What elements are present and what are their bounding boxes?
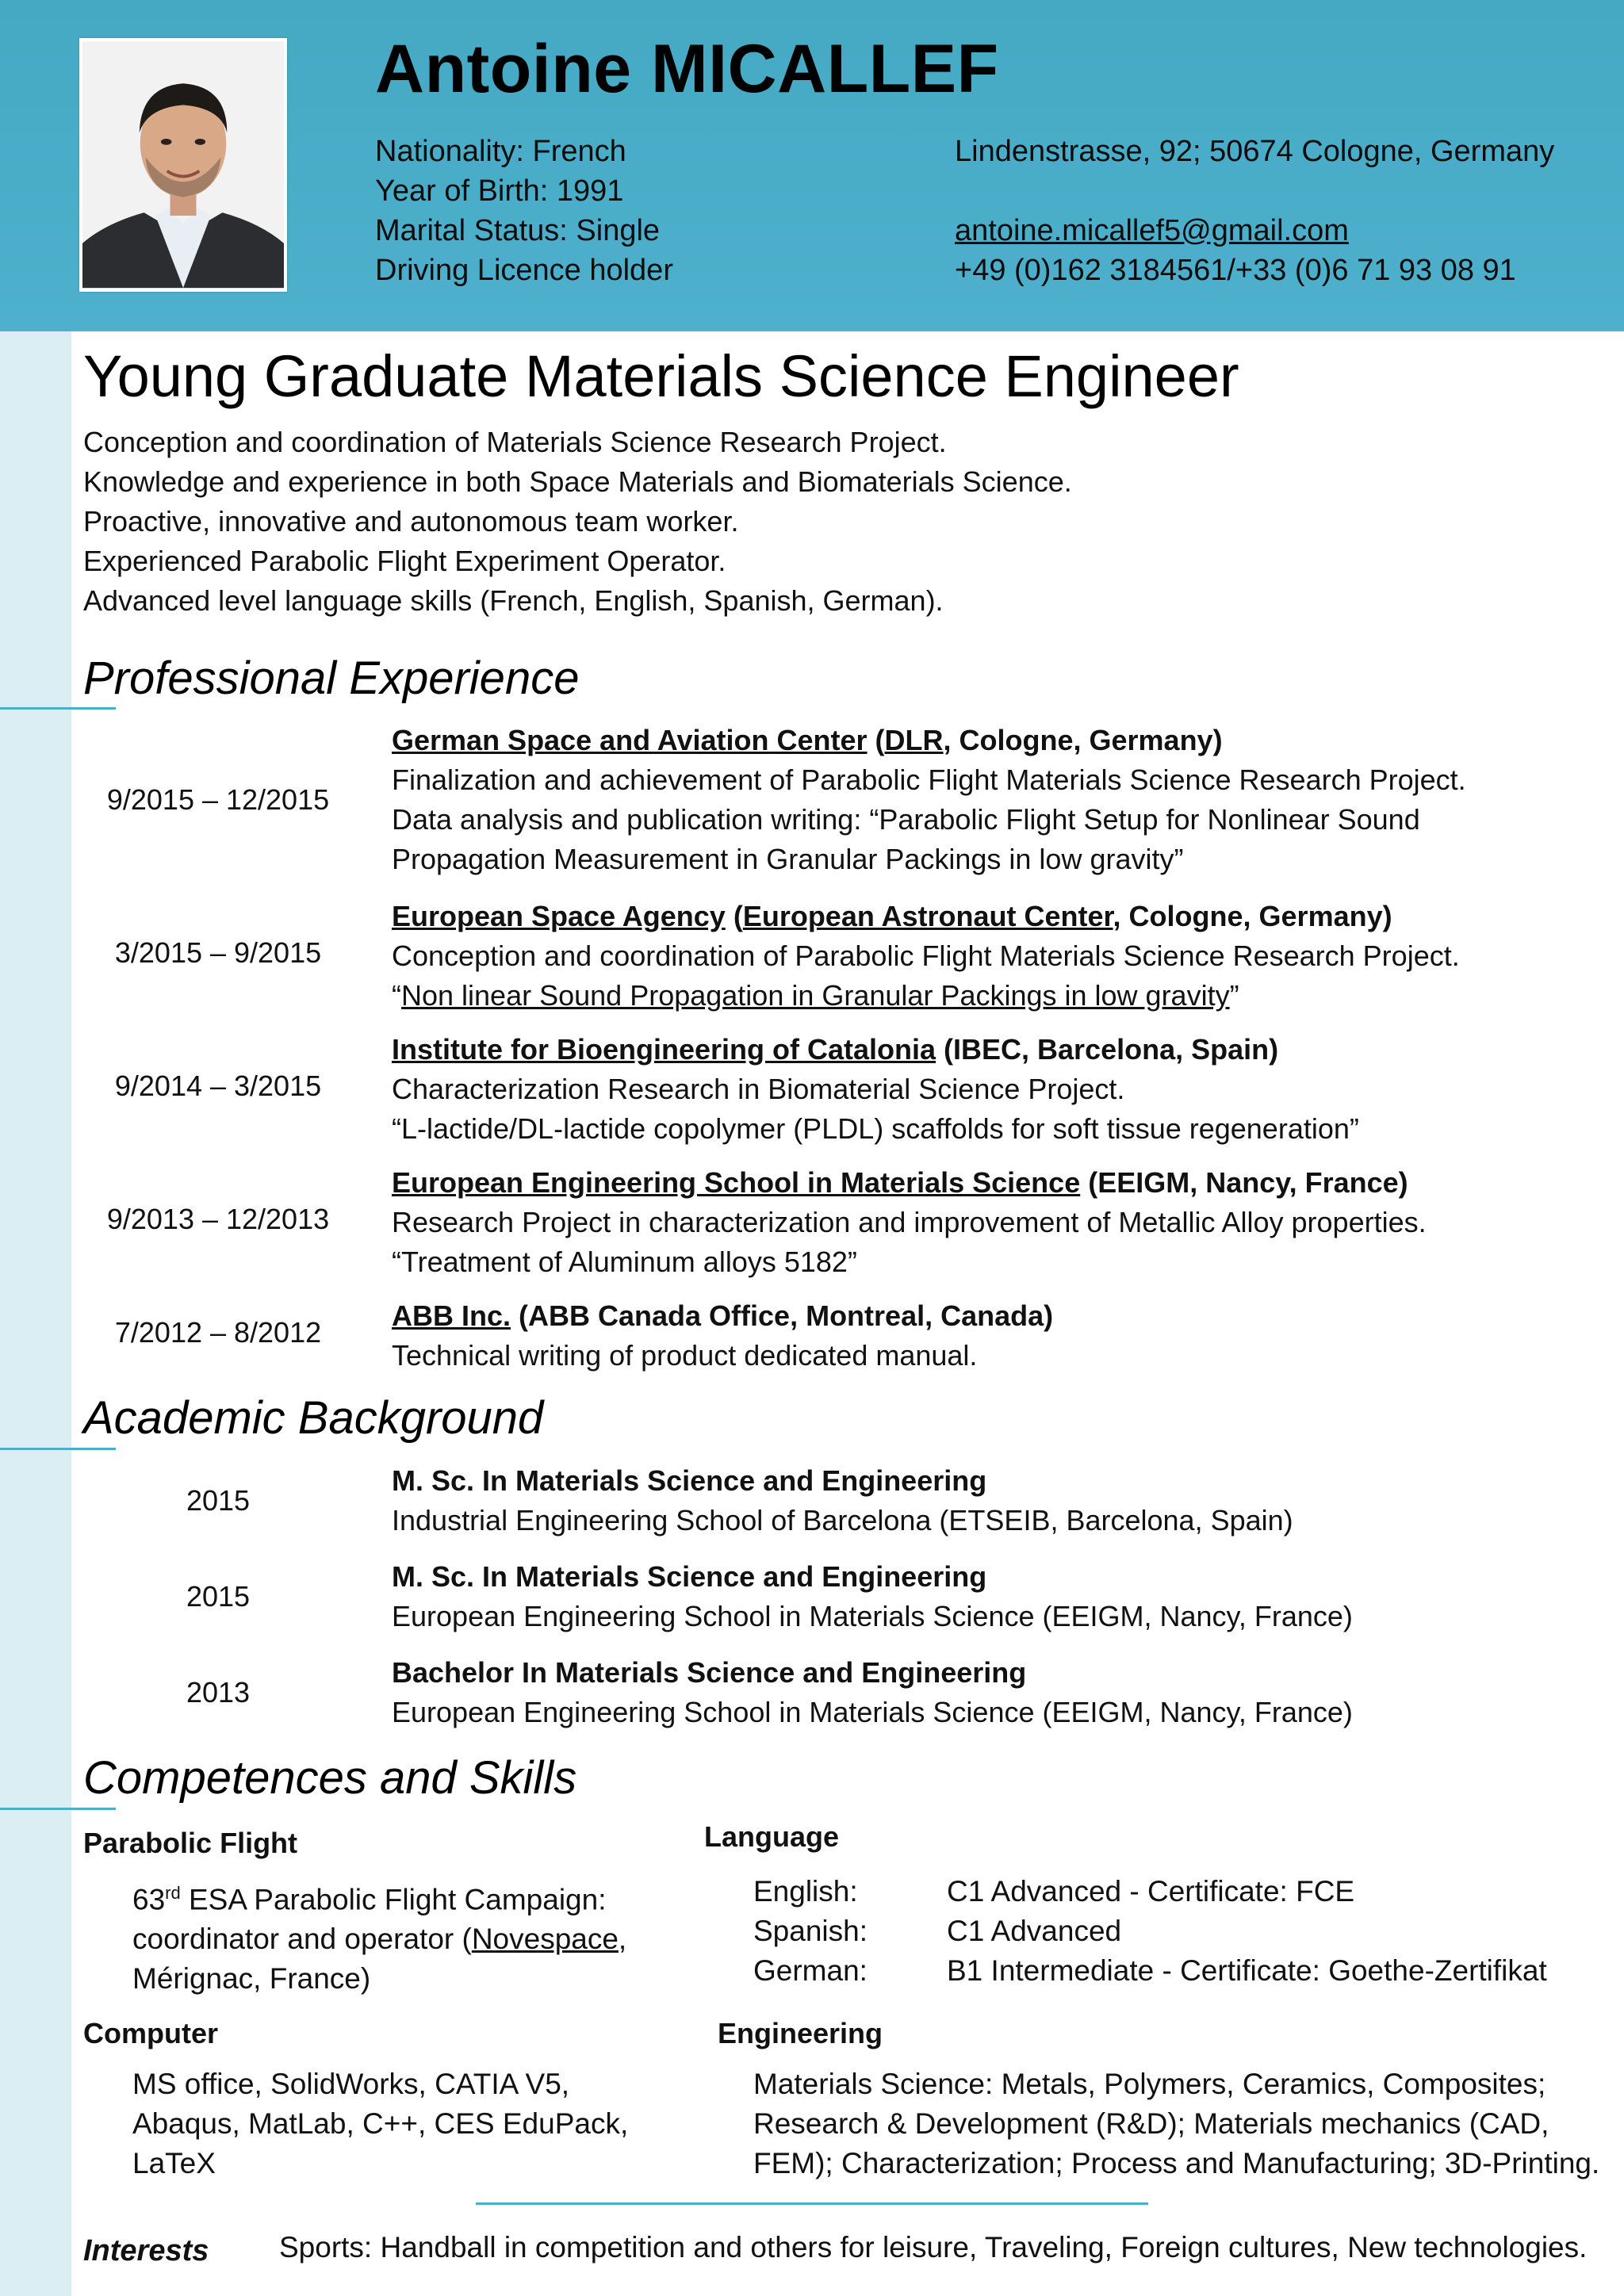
location-text: Mérignac, France) xyxy=(132,1962,371,1996)
section-title-skills: Competences and Skills xyxy=(83,1752,577,1804)
email-link[interactable]: antoine.micallef5@gmail.com xyxy=(955,214,1349,247)
skill-heading-language: Language xyxy=(704,1820,840,1853)
academic-year: 2013 xyxy=(186,1676,251,1709)
skill-heading-parabolic: Parabolic Flight xyxy=(83,1827,298,1859)
ordinal-suffix: rd xyxy=(165,1883,181,1903)
paren: ( xyxy=(725,900,743,932)
novespace-link[interactable]: Novespace xyxy=(471,1923,619,1956)
academic-entry xyxy=(392,1461,1293,1540)
language-level: C1 Advanced xyxy=(947,1915,1122,1947)
summary-line: Proactive, innovative and autonomous team worker. xyxy=(83,505,739,538)
experience-entry xyxy=(392,1296,1053,1376)
punct: , xyxy=(618,1923,627,1956)
campaign-text: ESA Parabolic Flight Campaign: xyxy=(180,1883,607,1916)
role-text: coordinator and operator ( xyxy=(132,1923,472,1956)
summary-line: Conception and coordination of Materials Science Research Project. xyxy=(83,426,947,458)
experience-line: Characterization Research in Biomaterial Science Project. xyxy=(392,1073,1125,1105)
address: Lindenstrasse, 92; 50674 Cologne, Germany xyxy=(955,135,1555,168)
parabolic-flight-details xyxy=(132,1873,626,1999)
experience-date: 9/2013 – 12/2013 xyxy=(106,1203,330,1235)
header-banner xyxy=(0,0,1624,331)
experience-line: Technical writing of product dedicated manual. xyxy=(392,1339,978,1372)
school: Industrial Engineering School of Barcelona (ETSEIB, Barcelona, Spain) xyxy=(392,1504,1293,1536)
language-level: B1 Intermediate - Certificate: Goethe-Zertifikat xyxy=(947,1954,1547,1987)
org-location: , Cologne, Germany) xyxy=(1113,900,1392,932)
school: European Engineering School in Materials Science (EEIGM, Nancy, France) xyxy=(392,1600,1353,1632)
interests-label: Interests xyxy=(83,2234,209,2267)
quote: ” xyxy=(1229,979,1239,1012)
experience-date: 9/2014 – 3/2015 xyxy=(114,1070,322,1102)
language-name: Spanish: xyxy=(753,1915,868,1947)
engineering-line: FEM); Characterization; Process and Manufacturing; 3D-Printing. xyxy=(753,2147,1600,2179)
experience-line: Research Project in characterization and improvement of Metallic Alloy properties. xyxy=(392,1206,1427,1238)
marital-status: Marital Status: Single xyxy=(375,214,661,247)
computer-line: MS office, SolidWorks, CATIA V5, xyxy=(132,2068,570,2100)
driving-licence: Driving Licence holder xyxy=(375,254,673,287)
experience-line: “Treatment of Aluminum alloys 5182” xyxy=(392,1246,857,1278)
language-name: English: xyxy=(753,1875,858,1908)
project-link[interactable]: Non linear Sound Propagation in Granular Packings in low gravity xyxy=(401,979,1230,1012)
experience-entry xyxy=(392,721,1466,879)
quote: “ xyxy=(392,979,401,1012)
experience-date: 9/2015 – 12/2015 xyxy=(106,783,330,816)
left-accent-band xyxy=(0,331,71,2296)
summary-line: Experienced Parabolic Flight Experiment Operator. xyxy=(83,545,726,577)
engineering-line: Research & Development (R&D); Materials mechanics (CAD, xyxy=(753,2107,1549,2140)
summary-line: Knowledge and experience in both Space Materials and Biomaterials Science. xyxy=(83,465,1072,498)
skill-heading-computer: Computer xyxy=(83,2017,218,2049)
interests-text: Sports: Handball in competition and others for leisure, Traveling, Foreign cultures, New technologies. xyxy=(279,2231,1588,2263)
experience-date: 3/2015 – 9/2015 xyxy=(114,936,322,969)
experience-line: Finalization and achievement of Parabolic Flight Materials Science Research Project. xyxy=(392,763,1466,796)
language-name: German: xyxy=(753,1954,868,1987)
org-link-ibec[interactable]: Institute for Bioengineering of Catalonia xyxy=(392,1033,936,1066)
engineering-line: Materials Science: Metals, Polymers, Ceramics, Composites; xyxy=(753,2068,1546,2100)
experience-line: Propagation Measurement in Granular Packings in low gravity” xyxy=(392,843,1184,875)
degree: M. Sc. In Materials Science and Engineering xyxy=(392,1560,987,1593)
org-link-esa[interactable]: European Space Agency xyxy=(392,900,726,932)
campaign-number: 63 xyxy=(132,1883,166,1916)
org-short-link[interactable]: DLR xyxy=(884,724,944,756)
nationality: Nationality: French xyxy=(375,135,626,168)
phone-number: +49 (0)162 3184561/+33 (0)6 71 93 08 91 xyxy=(955,254,1516,287)
degree: M. Sc. In Materials Science and Engineering xyxy=(392,1464,987,1497)
org-location: (ABB Canada Office, Montreal, Canada) xyxy=(511,1299,1054,1332)
org-link-abb[interactable]: ABB Inc. xyxy=(392,1299,511,1332)
computer-line: Abaqus, MatLab, C++, CES EduPack, xyxy=(132,2107,629,2140)
skill-heading-engineering: Engineering xyxy=(718,2017,883,2049)
experience-date: 7/2012 – 8/2012 xyxy=(114,1316,322,1349)
computer-line: LaTeX xyxy=(132,2147,216,2179)
section-rule xyxy=(0,1808,116,1810)
org-location: , Cologne, Germany) xyxy=(943,724,1223,756)
experience-entry xyxy=(392,1163,1427,1282)
experience-line: “L-lactide/DL-lactide copolymer (PLDL) scaffolds for soft tissue regeneration” xyxy=(392,1112,1359,1145)
academic-entry xyxy=(392,1557,1353,1636)
summary-list xyxy=(83,423,1072,621)
language-level: C1 Advanced - Certificate: FCE xyxy=(947,1875,1355,1908)
experience-line: Conception and coordination of Parabolic Flight Materials Science Research Project. xyxy=(392,939,1460,972)
org-short-link[interactable]: European Astronaut Center xyxy=(742,900,1113,932)
experience-line: Data analysis and publication writing: “Parabolic Flight Setup for Nonlinear Sound xyxy=(392,803,1420,836)
section-rule xyxy=(0,1448,116,1450)
org-link-eeigm[interactable]: European Engineering School in Materials Science xyxy=(392,1166,1081,1199)
section-rule xyxy=(0,707,116,710)
academic-year: 2015 xyxy=(186,1484,251,1517)
org-location: (EEIGM, Nancy, France) xyxy=(1080,1166,1408,1199)
org-location: (IBEC, Barcelona, Spain) xyxy=(936,1033,1279,1066)
summary-line: Advanced level language skills (French, English, Spanish, German). xyxy=(83,584,944,617)
org-link-dlr[interactable]: German Space and Aviation Center xyxy=(392,724,868,756)
section-title-academic: Academic Background xyxy=(83,1392,544,1444)
paren: ( xyxy=(867,724,885,756)
degree: Bachelor In Materials Science and Engineering xyxy=(392,1656,1027,1689)
divider xyxy=(476,2202,1148,2205)
academic-year: 2015 xyxy=(186,1580,251,1613)
experience-entry xyxy=(392,897,1460,1016)
computer-skills xyxy=(132,2064,628,2183)
academic-entry xyxy=(392,1653,1353,1732)
birth-year: Year of Birth: 1991 xyxy=(375,174,624,208)
engineering-skills xyxy=(753,2064,1599,2183)
school: European Engineering School in Materials Science (EEIGM, Nancy, France) xyxy=(392,1696,1353,1728)
job-title: Young Graduate Materials Science Engineer xyxy=(83,343,1239,409)
experience-entry xyxy=(392,1030,1359,1149)
section-title-experience: Professional Experience xyxy=(83,652,580,704)
candidate-name: Antoine MICALLEF xyxy=(375,31,999,107)
profile-photo xyxy=(79,38,287,292)
